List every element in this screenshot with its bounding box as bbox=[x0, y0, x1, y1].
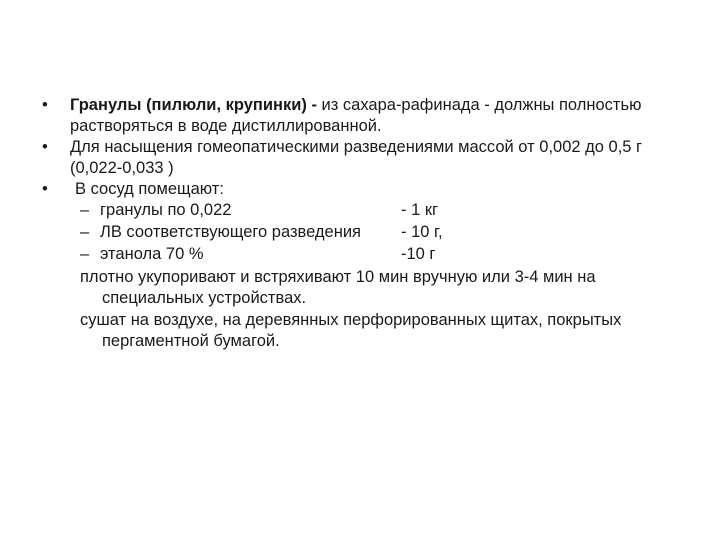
sub-item-marker: – bbox=[80, 201, 90, 219]
bullet-item-granules bbox=[0, 95, 670, 137]
sub-item-dilution bbox=[0, 222, 720, 244]
sub-item-amount: - 1 кг bbox=[401, 201, 439, 219]
bullet-marker: • bbox=[42, 180, 48, 198]
sub-item-name: гранулы по 0,022 bbox=[100, 201, 232, 219]
bullet-marker: • bbox=[42, 138, 48, 156]
sub-item-name: этанола 70 % bbox=[100, 245, 204, 263]
bullet-item-saturation bbox=[0, 137, 670, 179]
sub-item-name: ЛВ соответствующего разведения bbox=[100, 223, 361, 241]
sub-item-marker: – bbox=[80, 223, 90, 241]
bullet-marker: • bbox=[42, 96, 48, 114]
bullet-item-vessel bbox=[0, 179, 670, 200]
sub-item-amount: -10 г bbox=[401, 245, 436, 263]
sub-item-granules bbox=[0, 200, 720, 222]
bullet-text: Для насыщения гомеопатическими разведениями массой от 0,002 до 0,5 г (0,022-0,033 ) bbox=[70, 138, 643, 177]
sub-item-marker: – bbox=[80, 245, 90, 263]
paragraph-dry: сушат на воздухе, на деревянных перфорированных щитах, покрытых пергаментной бумагой. bbox=[80, 311, 622, 350]
paragraph-seal-shake: плотно укупоривают и встряхивают 10 мин вручную или 3-4 мин на специальных устройствах. bbox=[80, 268, 596, 307]
slide-content bbox=[0, 95, 720, 352]
bullet-description: из сахара-рафинада - должны полностью растворяться в воде дистиллированной. bbox=[70, 96, 642, 135]
bullet-text: В сосуд помещают: bbox=[75, 180, 224, 198]
bullet-bold-term: Гранулы (пилюли, крупинки) - bbox=[70, 96, 317, 114]
bullet-text bbox=[70, 95, 670, 137]
sub-item-amount: - 10 г, bbox=[401, 223, 443, 241]
sub-item-ethanol bbox=[0, 244, 720, 266]
